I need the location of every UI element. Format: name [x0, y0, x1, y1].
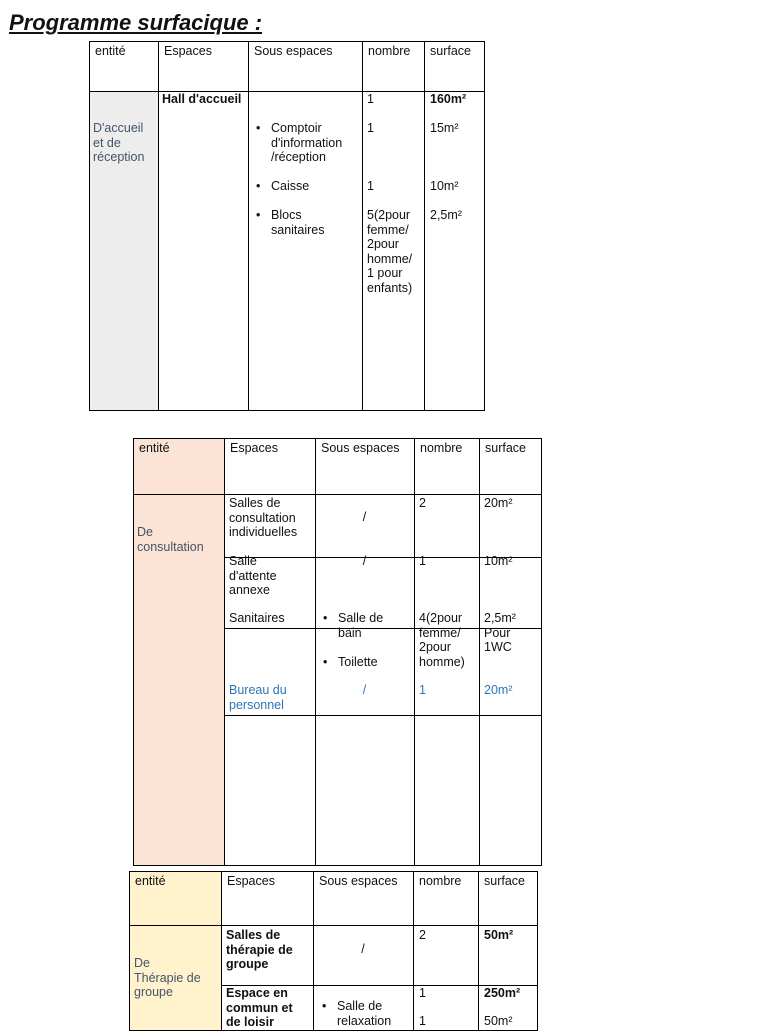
header-nombre: nombre [362, 41, 424, 91]
espace-hall: Hall d'accueil [162, 92, 242, 106]
nombre-therapie: 2 [419, 928, 426, 942]
nombre-sanitaires: 4(2pour femme/ 2pour homme) [419, 611, 465, 669]
sous-relaxation: • Salle de relaxation [337, 999, 391, 1028]
header-espaces: Espaces [224, 438, 315, 494]
table-consultation [133, 438, 542, 866]
nombre-commun: 1 [419, 986, 426, 1000]
surface-hall: 160m² [430, 92, 467, 106]
surface-caisse: 10m² [430, 179, 459, 193]
nombre-comptoir: 1 [367, 121, 374, 135]
surface-consultation: 20m² [484, 496, 513, 510]
header-surface: surface [479, 438, 542, 494]
nombre-hall: 1 [367, 92, 374, 106]
nombre-relaxation: 1 [419, 1014, 426, 1028]
header-nombre: nombre [414, 438, 479, 494]
header-sous-espaces: Sous espaces [313, 871, 413, 925]
header-surface: surface [478, 871, 538, 925]
nombre-caisse: 1 [367, 179, 374, 193]
sous-espace-caisse: • Caisse [271, 179, 309, 194]
surface-commun: 250m² [484, 986, 521, 1000]
header-sous-espaces: Sous espaces [248, 41, 362, 91]
entity-label: D'accueil et de réception [93, 121, 145, 164]
header-entite: entité [133, 438, 224, 494]
espace-sanitaires: Sanitaires [229, 611, 285, 625]
espace-attente: Salle d'attente annexe [229, 554, 277, 597]
page-title: Programme surfacique : [9, 10, 263, 35]
sous-salle-de-bain: • Salle de bain [338, 611, 383, 640]
surface-cell [424, 91, 485, 411]
header-espaces: Espaces [158, 41, 248, 91]
espace-therapie: Salles de thérapie de groupe [226, 928, 293, 971]
header-entite: entité [129, 871, 221, 925]
header-nombre: nombre [413, 871, 478, 925]
surface-comptoir: 15m² [430, 121, 459, 135]
sous-espace-comptoir: • Comptoir d'information /réception [271, 121, 342, 165]
espace-commun: Espace en commun et de loisir [226, 986, 293, 1029]
espace-consultation: Salles de consultation individuelles [229, 496, 298, 539]
entity-label: De consultation [137, 525, 204, 554]
sous-toilette: • Toilette [338, 655, 378, 670]
espace-bureau: Bureau du personnel [229, 683, 287, 712]
surface-bureau: 20m² [484, 683, 513, 697]
header-sous-espaces: Sous espaces [315, 438, 414, 494]
surface-relaxation: 50m² [484, 1014, 513, 1028]
sous-therapie: / [361, 942, 365, 956]
sous-bureau: / [362, 683, 367, 697]
entity-label: De Thérapie de groupe [134, 956, 201, 999]
surface-sanitaires: 2,5m² Pour 1WC [484, 611, 516, 654]
surface-therapie: 50m² [484, 928, 514, 942]
sous-attente: / [362, 554, 367, 568]
sous-espace-blocs: • Blocs sanitaires [271, 208, 325, 237]
table-accueil [89, 41, 485, 411]
nombre-bureau: 1 [419, 683, 426, 697]
sous-consultation: / [362, 510, 367, 524]
surface-attente: 10m² [484, 554, 513, 568]
header-espaces: Espaces [221, 871, 313, 925]
nombre-attente: 1 [419, 554, 426, 568]
header-surface: surface [424, 41, 485, 91]
nombre-blocs: 5(2pour femme/ 2pour homme/ 1 pour enfants) [367, 208, 413, 295]
nombre-consultation: 2 [419, 496, 426, 510]
espaces-cell [158, 91, 248, 411]
table-therapie [129, 871, 538, 1031]
surface-blocs: 2,5m² [430, 208, 462, 222]
header-entite: entité [89, 41, 158, 91]
